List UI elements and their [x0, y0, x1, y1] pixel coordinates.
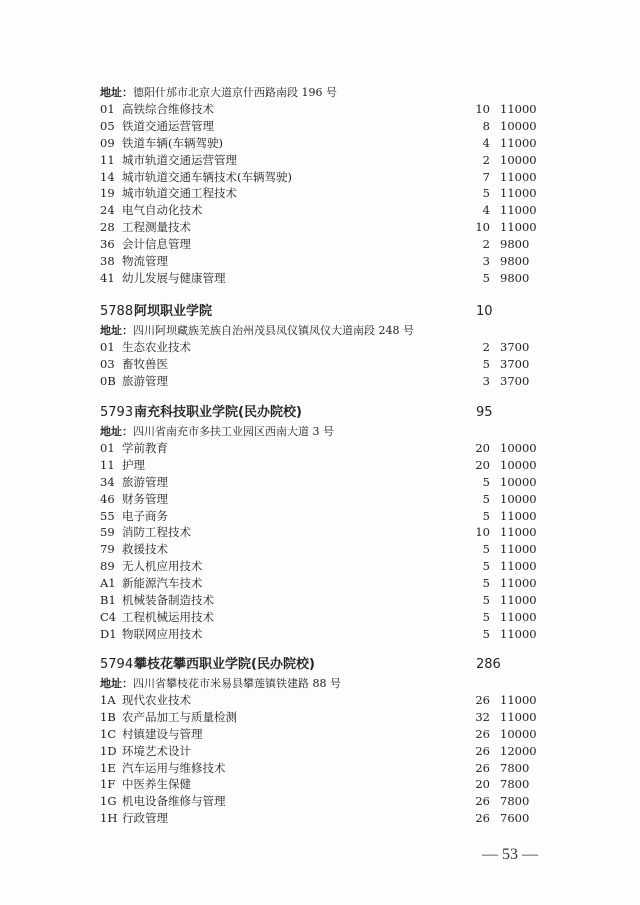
major-code: 55	[100, 508, 115, 523]
enrollment-count: 26	[475, 743, 490, 758]
school-address: 地址：四川省南充市多扶工业园区西南大道 3 号	[100, 425, 334, 438]
major-code: 01	[100, 441, 115, 455]
school-address: 地址：德阳什邡市北京大道京什西路南段 196 号	[100, 86, 337, 99]
tuition-fee: 11000	[500, 135, 537, 150]
major-name: 旅游管理	[122, 373, 168, 388]
major-name: 高铁综合维修技术	[122, 102, 214, 116]
tuition-fee: 10000	[500, 457, 537, 472]
tuition-fee: 10000	[500, 441, 537, 455]
tuition-fee: 11000	[500, 542, 537, 557]
tuition-fee: 3700	[500, 373, 530, 388]
major-row	[100, 185, 560, 202]
major-row	[100, 760, 560, 777]
tuition-fee: 11000	[500, 576, 537, 591]
tuition-fee: 11000	[500, 186, 537, 201]
tuition-fee: 11000	[500, 709, 537, 724]
enrollment-count: 8	[482, 118, 490, 133]
school-section	[100, 655, 560, 827]
major-code: 11	[100, 457, 115, 472]
major-row	[100, 474, 560, 491]
tuition-fee: 9800	[500, 254, 530, 269]
major-code: 1H	[100, 811, 118, 826]
tuition-fee: 11000	[500, 203, 537, 218]
tuition-fee: 11000	[500, 525, 537, 540]
major-code: 1D	[100, 743, 117, 758]
major-row	[100, 524, 560, 541]
enrollment-count: 10	[475, 102, 490, 116]
major-name: 村镇建设与管理	[122, 726, 203, 741]
major-code: 89	[100, 559, 115, 574]
enrollment-count: 20	[475, 457, 490, 472]
enrollment-count: 26	[475, 726, 490, 741]
major-name: 财务管理	[122, 491, 168, 506]
tuition-fee: 11000	[500, 102, 537, 116]
major-row	[100, 743, 560, 760]
major-name: 生态农业技术	[122, 340, 191, 354]
major-name: 幼儿发展与健康管理	[122, 270, 226, 285]
tuition-fee: 10000	[500, 491, 537, 506]
major-code: 38	[100, 254, 115, 269]
enrollment-count: 26	[475, 693, 490, 707]
major-code: B1	[100, 593, 116, 608]
enrollment-count: 5	[482, 186, 490, 201]
tuition-fee: 3700	[500, 340, 530, 354]
enrollment-count: 5	[482, 356, 490, 371]
major-row	[100, 440, 560, 457]
major-row	[100, 219, 560, 236]
major-code: 41	[100, 270, 115, 285]
enrollment-count: 10	[475, 525, 490, 540]
enrollment-count: 5	[482, 508, 490, 523]
school-address: 地址：四川阿坝藏族羌族自治州茂县凤仪镇凤仪大道南段 248 号	[100, 324, 414, 337]
major-row	[100, 491, 560, 508]
major-row	[100, 373, 560, 390]
major-row	[100, 508, 560, 525]
enrollment-count: 4	[482, 203, 490, 218]
school-header	[100, 302, 560, 322]
tuition-fee: 3700	[500, 356, 530, 371]
major-code: 1B	[100, 709, 116, 724]
major-code: 0B	[100, 373, 116, 388]
enrollment-count: 5	[482, 559, 490, 574]
major-name: 现代农业技术	[122, 693, 191, 707]
major-row	[100, 135, 560, 152]
major-row	[100, 726, 560, 743]
enrollment-count: 26	[475, 760, 490, 775]
major-name: 汽车运用与维修技术	[122, 760, 226, 775]
major-code: 24	[100, 203, 115, 218]
major-row	[100, 609, 560, 626]
tuition-fee: 11000	[500, 220, 537, 235]
major-name: 救援技术	[122, 542, 168, 557]
major-name: 消防工程技术	[122, 525, 191, 540]
enrollment-count: 5	[482, 593, 490, 608]
tuition-fee: 7600	[500, 811, 530, 826]
tuition-fee: 11000	[500, 609, 537, 624]
school-section	[100, 403, 560, 643]
school-header	[100, 403, 560, 423]
school-name: 攀枝花攀西职业学院(民办院校)	[134, 657, 315, 672]
major-row	[100, 558, 560, 575]
enrollment-count: 32	[475, 709, 490, 724]
major-name: 中医养生保健	[122, 777, 191, 792]
major-code: 14	[100, 169, 115, 184]
major-list	[100, 692, 560, 827]
major-row	[100, 253, 560, 270]
major-name: 城市轨道交通运营管理	[122, 152, 237, 167]
major-code: C4	[100, 609, 117, 624]
major-row	[100, 356, 560, 373]
school-total: 95	[476, 405, 493, 420]
major-name: 无人机应用技术	[122, 559, 203, 574]
major-row	[100, 339, 560, 356]
major-name: 新能源汽车技术	[122, 576, 203, 591]
page-number: — 53 —	[482, 846, 538, 863]
tuition-fee: 11000	[500, 693, 537, 707]
major-row	[100, 575, 560, 592]
enrollment-count: 2	[482, 237, 490, 252]
tuition-fee: 11000	[500, 169, 537, 184]
school-name: 阿坝职业学院	[134, 304, 213, 319]
major-code: 34	[100, 474, 115, 489]
major-row	[100, 169, 560, 186]
major-row	[100, 626, 560, 643]
school-header	[100, 655, 560, 675]
major-name: 环境艺术设计	[122, 743, 191, 758]
major-name: 会计信息管理	[122, 237, 191, 252]
school-code: 5788	[100, 304, 134, 319]
enrollment-count: 26	[475, 794, 490, 809]
major-code: 19	[100, 186, 115, 201]
enrollment-count: 5	[482, 576, 490, 591]
major-code: 46	[100, 491, 115, 506]
major-row	[100, 270, 560, 287]
major-code: 05	[100, 118, 115, 133]
tuition-fee: 10000	[500, 118, 537, 133]
enrollment-count: 5	[482, 270, 490, 285]
major-row	[100, 793, 560, 810]
major-row	[100, 202, 560, 219]
enrollment-count: 4	[482, 135, 490, 150]
major-name: 工程测量技术	[122, 220, 191, 235]
major-list	[100, 339, 560, 390]
major-row	[100, 592, 560, 609]
major-code: 59	[100, 525, 115, 540]
major-name: 铁道车辆(车辆驾驶)	[122, 135, 223, 150]
major-name: 行政管理	[122, 811, 168, 826]
tuition-fee: 7800	[500, 777, 530, 792]
major-row	[100, 776, 560, 793]
major-name: 护理	[122, 457, 145, 472]
major-name: 旅游管理	[122, 474, 168, 489]
tuition-fee: 11000	[500, 626, 537, 641]
major-name: 机电设备维修与管理	[122, 794, 226, 809]
tuition-fee: 12000	[500, 743, 537, 758]
major-code: D1	[100, 626, 117, 641]
school-code: 5793	[100, 405, 134, 420]
major-name: 畜牧兽医	[122, 356, 168, 371]
enrollment-count: 10	[475, 220, 490, 235]
major-row	[100, 236, 560, 253]
tuition-fee: 9800	[500, 237, 530, 252]
major-row	[100, 457, 560, 474]
major-code: 09	[100, 135, 115, 150]
major-row	[100, 541, 560, 558]
enrollment-count: 2	[482, 152, 490, 167]
major-row	[100, 118, 560, 135]
major-name: 铁道交通运营管理	[122, 118, 214, 133]
school-total: 286	[476, 657, 501, 672]
major-name: 物流管理	[122, 254, 168, 269]
enrollment-count: 20	[475, 777, 490, 792]
school-address: 地址：四川省攀枝花市米易县攀莲镇铁建路 88 号	[100, 677, 341, 690]
tuition-fee: 9800	[500, 270, 530, 285]
enrollment-count: 5	[482, 609, 490, 624]
school-section	[100, 302, 560, 390]
major-code: 11	[100, 152, 115, 167]
major-code: 1C	[100, 726, 117, 741]
enrollment-count: 26	[475, 811, 490, 826]
major-code: 1E	[100, 760, 116, 775]
major-code: 03	[100, 356, 115, 371]
major-code: 1A	[100, 693, 116, 707]
major-name: 工程机械运用技术	[122, 609, 214, 624]
enrollment-count: 5	[482, 626, 490, 641]
enrollment-count: 2	[482, 340, 490, 354]
major-name: 学前教育	[122, 441, 168, 455]
school-section-continued	[100, 84, 560, 287]
major-row	[100, 101, 560, 118]
major-code: A1	[100, 576, 116, 591]
major-list	[100, 440, 560, 643]
tuition-fee: 11000	[500, 559, 537, 574]
major-code: 28	[100, 220, 115, 235]
tuition-fee: 11000	[500, 508, 537, 523]
major-name: 城市轨道交通工程技术	[122, 186, 237, 201]
major-row	[100, 810, 560, 827]
major-row	[100, 709, 560, 726]
tuition-fee: 11000	[500, 593, 537, 608]
major-name: 电气自动化技术	[122, 203, 203, 218]
major-code: 1G	[100, 794, 117, 809]
school-code: 5794	[100, 657, 134, 672]
major-name: 物联网应用技术	[122, 626, 203, 641]
enrollment-count: 20	[475, 441, 490, 455]
tuition-fee: 10000	[500, 474, 537, 489]
school-total: 10	[476, 304, 493, 319]
tuition-fee: 7800	[500, 794, 530, 809]
enrollment-count: 5	[482, 542, 490, 557]
tuition-fee: 10000	[500, 152, 537, 167]
major-row	[100, 692, 560, 709]
enrollment-count: 5	[482, 474, 490, 489]
tuition-fee: 10000	[500, 726, 537, 741]
major-name: 农产品加工与质量检测	[122, 709, 237, 724]
major-name: 城市轨道交通车辆技术(车辆驾驶)	[122, 169, 292, 184]
major-code: 36	[100, 237, 115, 252]
enrollment-count: 5	[482, 491, 490, 506]
major-list	[100, 101, 560, 287]
enrollment-count: 3	[482, 373, 490, 388]
enrollment-count: 3	[482, 254, 490, 269]
major-name: 电子商务	[122, 508, 168, 523]
tuition-fee: 7800	[500, 760, 530, 775]
major-row	[100, 152, 560, 169]
major-code: 79	[100, 542, 115, 557]
school-name: 南充科技职业学院(民办院校)	[134, 405, 302, 420]
enrollment-count: 7	[482, 169, 490, 184]
major-code: 01	[100, 340, 115, 354]
major-name: 机械装备制造技术	[122, 593, 214, 608]
major-code: 01	[100, 102, 115, 116]
major-code: 1F	[100, 777, 116, 792]
